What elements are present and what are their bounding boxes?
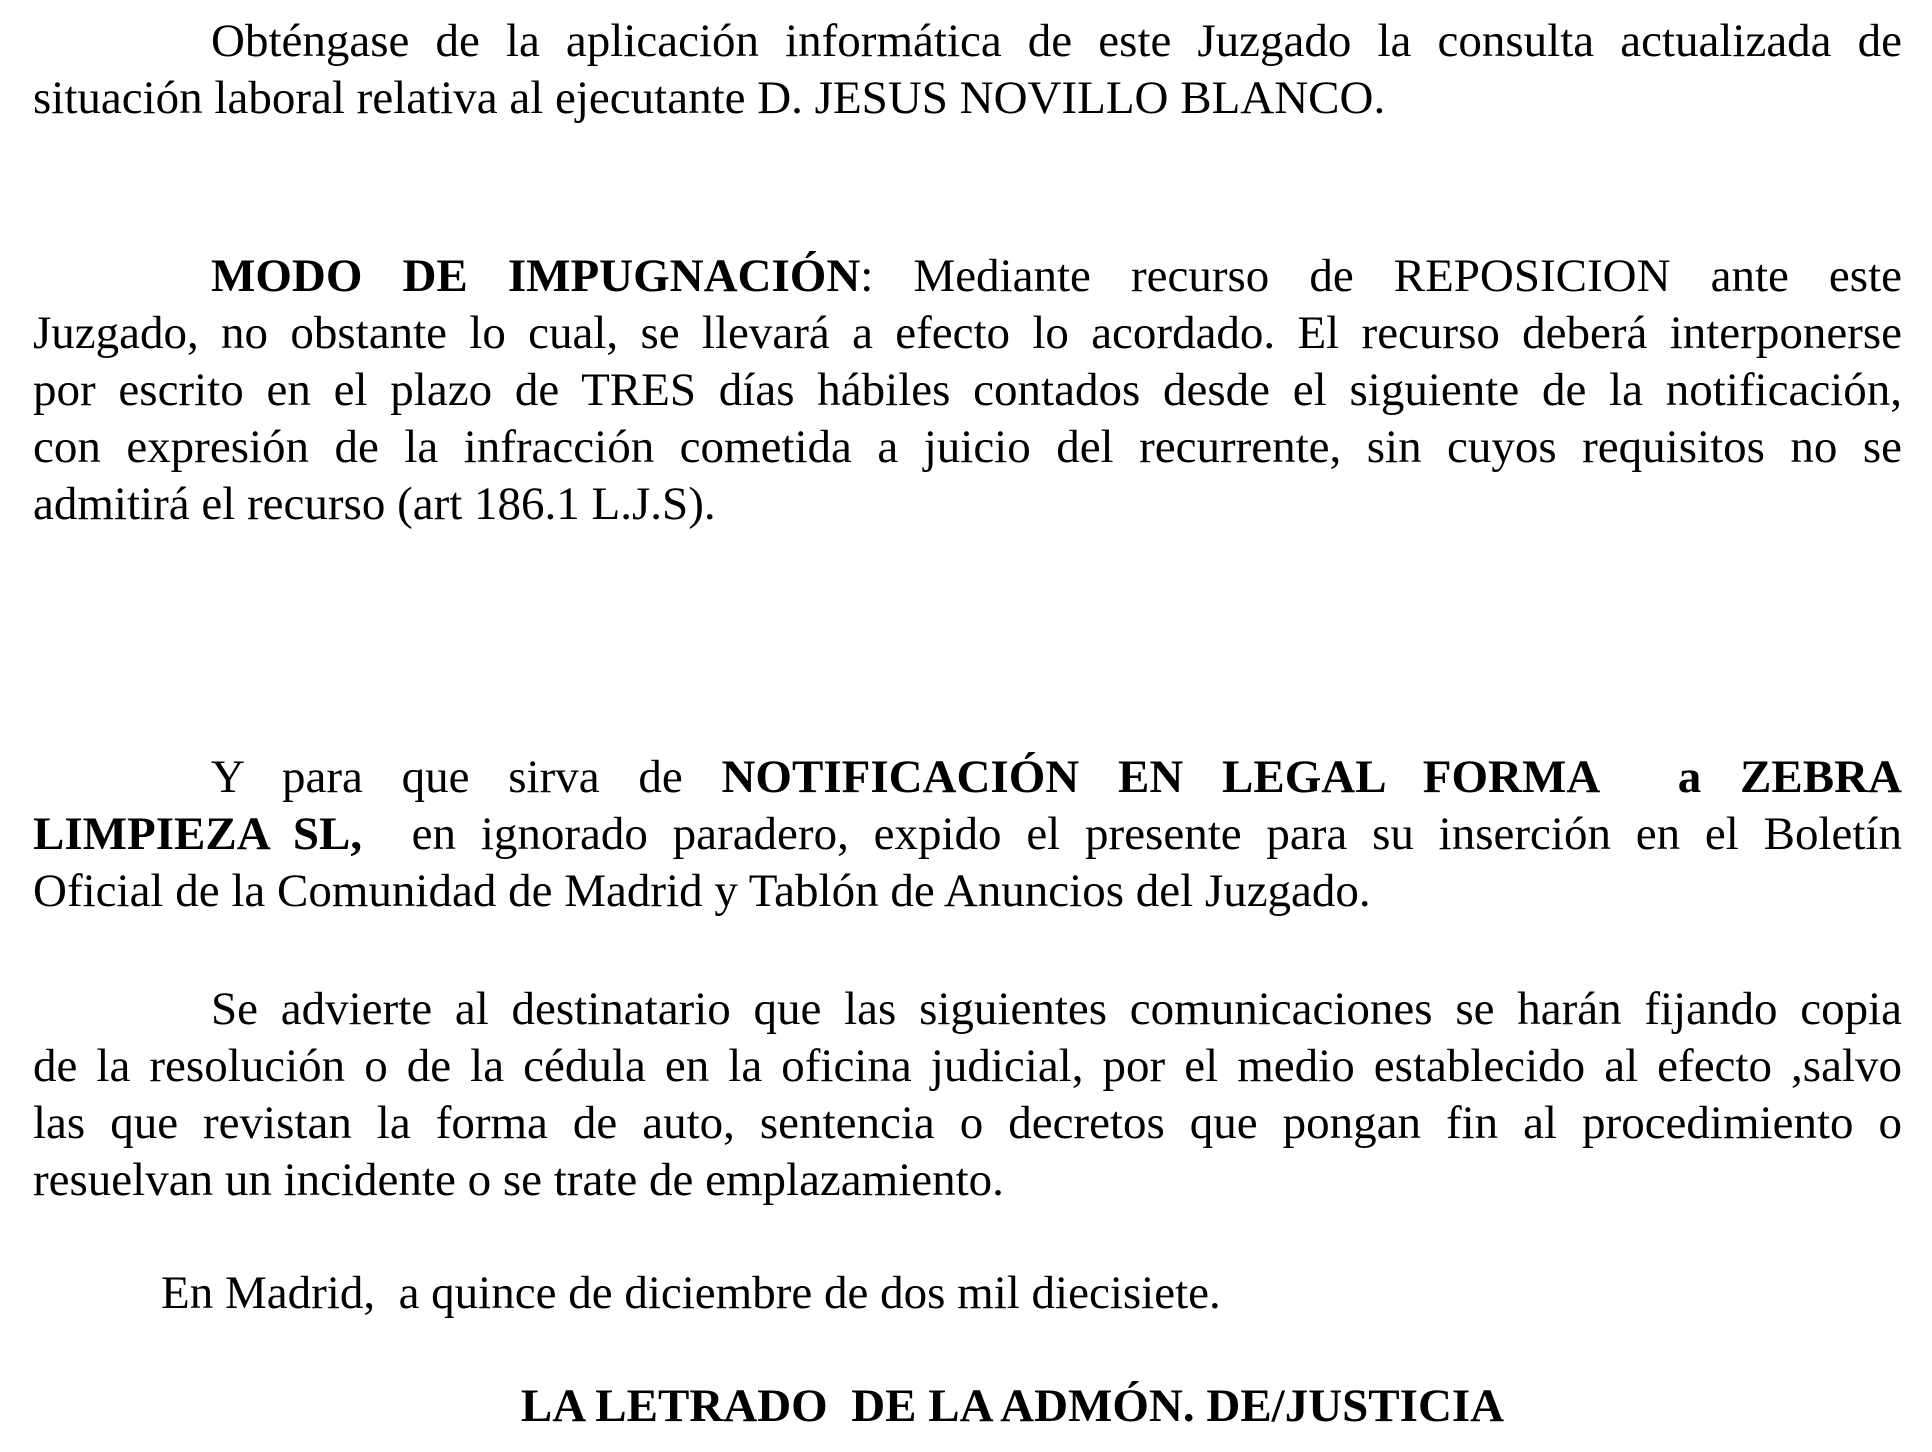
paragraph-text: : Mediante recurso de REPOSICION ante este (860, 250, 1902, 302)
paragraph-text: resuelvan un incidente o se trate de emplazamiento. (33, 1154, 1004, 1206)
paragraph-consulta-laboral (33, 13, 1902, 127)
paragraph-text: en ignorado paradero, expido el presente para su inserción en el Boletín (362, 808, 1902, 860)
modo-line-4 (33, 419, 1902, 476)
advertencia-line-2 (33, 1038, 1902, 1095)
advertencia-line-3 (33, 1095, 1902, 1152)
paragraph-text: Obténgase de la aplicación informática de este Juzgado la consulta actualizada de (211, 15, 1902, 67)
paragraph-text: Juzgado, no obstante lo cual, se llevará a efecto lo acordado. El recurso deberá interponerse (33, 307, 1902, 359)
paragraph-text: situación laboral relativa al ejecutante D. JESUS NOVILLO BLANCO. (33, 72, 1386, 124)
signature-line (78, 1378, 1932, 1435)
consulta-line-1 (33, 13, 1902, 70)
paragraph-text: Se advierte al destinatario que las siguientes comunicaciones se harán fijando copia (211, 983, 1902, 1035)
paragraph-advertencia-comunicaciones (33, 981, 1902, 1209)
modo-line-3 (33, 362, 1902, 419)
consulta-line-2 (33, 70, 1902, 127)
notificacion-line-1 (33, 749, 1902, 806)
paragraph-text: admitirá el recurso (art 186.1 L.J.S). (33, 478, 716, 530)
date-line (33, 1265, 1902, 1322)
modo-line-5 (33, 476, 1902, 533)
paragraph-text: con expresión de la infracción cometida a juicio del recurrente, sin cuyos requisitos no se (33, 421, 1902, 473)
date-text: En Madrid, a quince de diciembre de dos mil diecisiete. (161, 1267, 1221, 1319)
signature-text: LA LETRADO DE LA ADMÓN. DE/JUSTICIA (520, 1380, 1505, 1432)
fecha-line (33, 1265, 1902, 1322)
notificacion-line-3 (33, 863, 1902, 920)
firma-line (78, 1378, 1932, 1435)
paragraph-notificacion-legal (33, 749, 1902, 920)
paragraph-text: de la resolución o de la cédula en la oficina judicial, por el medio establecido al efecto ,salvo (33, 1040, 1902, 1092)
paragraph-text: por escrito en el plazo de TRES días hábiles contados desde el siguiente de la notificación, (33, 364, 1902, 416)
modo-line-2 (33, 305, 1902, 362)
notificacion-bold-text: NOTIFICACIÓN EN LEGAL FORMA a ZEBRA (721, 751, 1902, 803)
modo-line-1 (33, 248, 1902, 305)
advertencia-line-1 (33, 981, 1902, 1038)
empresa-bold-text: LIMPIEZA SL, (33, 808, 363, 860)
paragraph-modo-impugnacion (33, 248, 1902, 533)
advertencia-line-4 (33, 1152, 1902, 1209)
notificacion-line-2 (33, 806, 1902, 863)
paragraph-text: Oficial de la Comunidad de Madrid y Tablón de Anuncios del Juzgado. (33, 865, 1371, 917)
paragraph-text: las que revistan la forma de auto, sentencia o decretos que pongan fin al procedimiento o (33, 1097, 1902, 1149)
modo-impugnacion-heading: MODO DE IMPUGNACIÓN (211, 250, 861, 302)
paragraph-text: Y para que sirva de (211, 751, 722, 803)
